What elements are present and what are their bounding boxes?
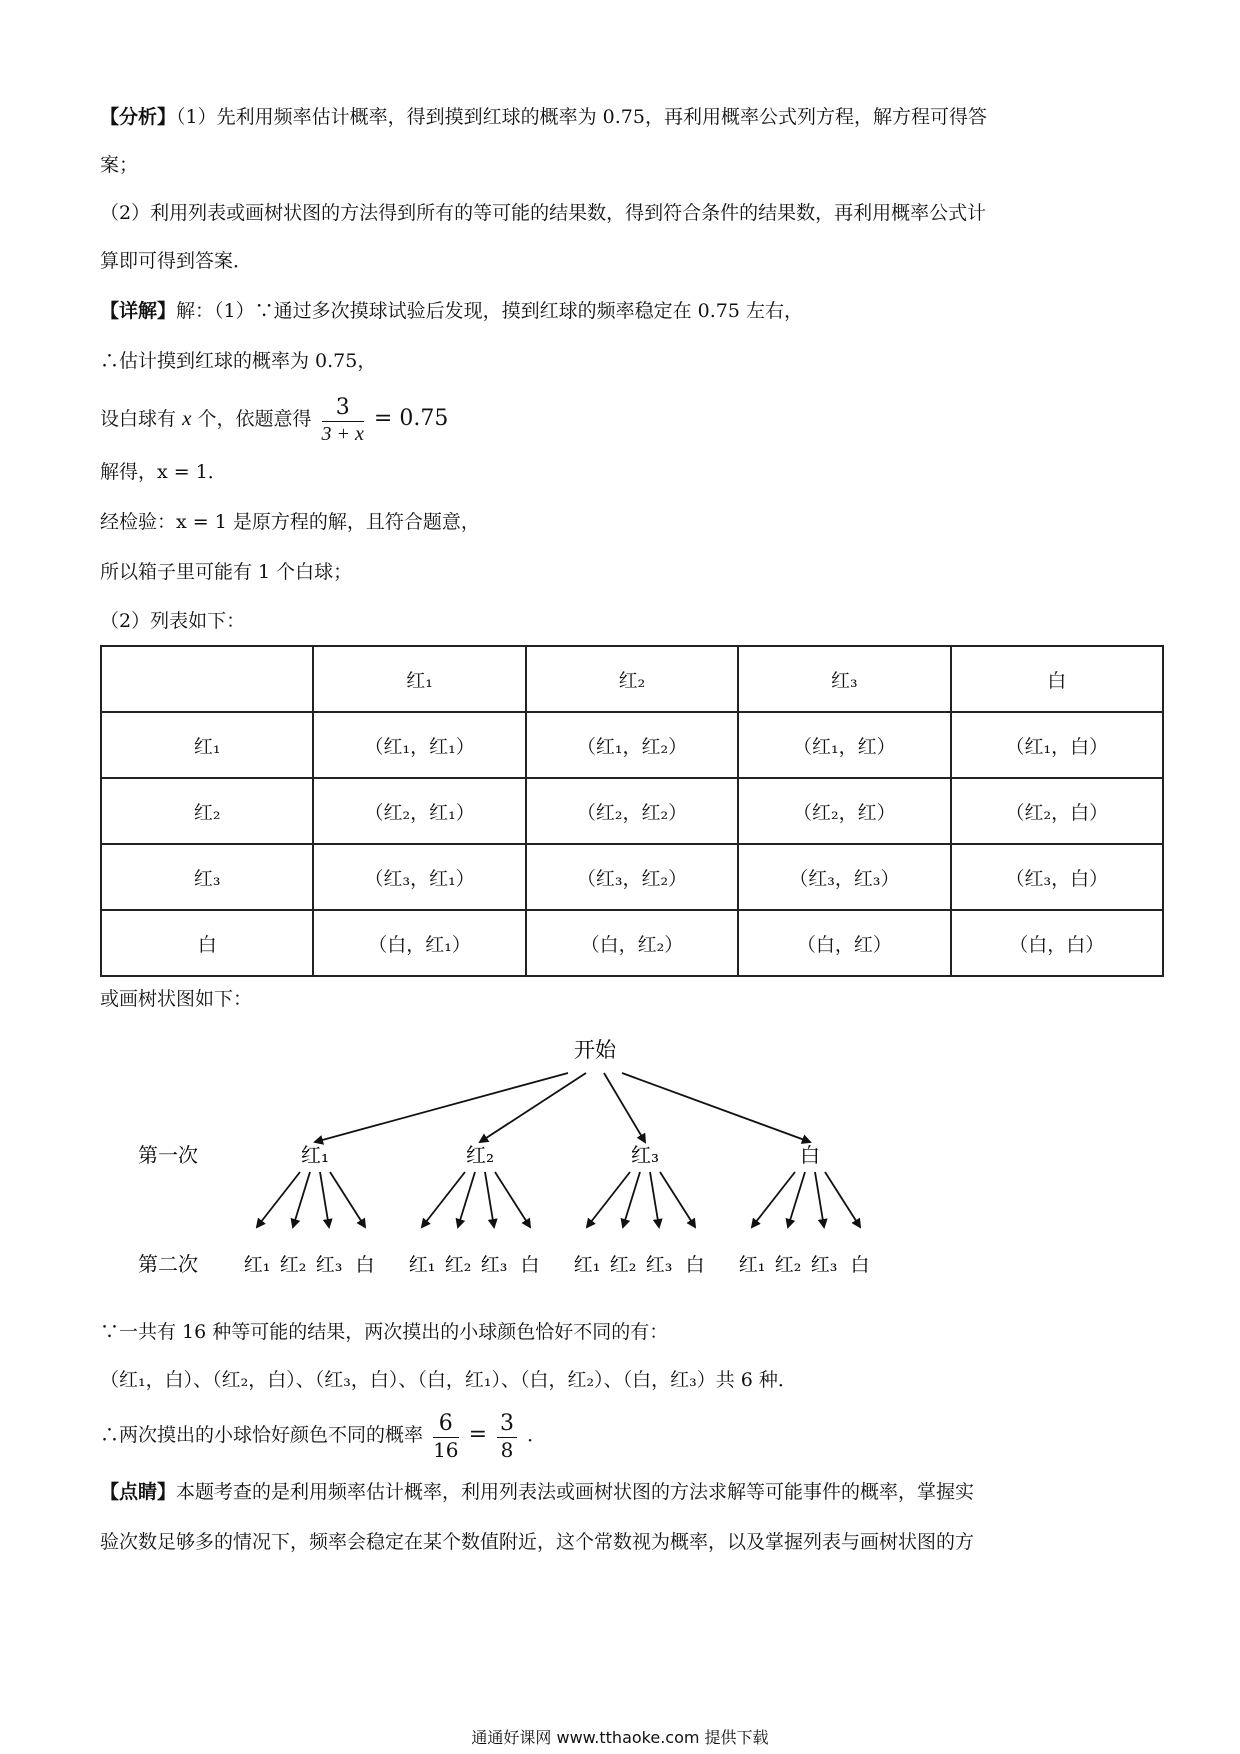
result-line-2: （红₁，白）、（红₂，白）、（红₃，白）、（白，红₁）、（白，红₂）、（白，红₃）共 6 种． bbox=[100, 1369, 797, 1391]
tree-root: 开始 bbox=[574, 1038, 616, 1062]
tree-edge-level1 bbox=[315, 1073, 568, 1142]
solution-line-4: 解得，x = 1． bbox=[100, 461, 227, 483]
tree-edge-level2 bbox=[825, 1172, 860, 1227]
table-cell: （白，红） bbox=[738, 910, 950, 976]
analysis-line-1 bbox=[100, 103, 987, 131]
tree-diagram bbox=[100, 1025, 1000, 1325]
solution-text-3a: 设白球有 bbox=[100, 408, 177, 430]
comment-label: 【点睛】 bbox=[100, 1481, 177, 1503]
tree-node-level2: 红₁ bbox=[738, 1254, 766, 1276]
solution-text-1: 解：（1）∵通过多次摸球试验后发现，摸到红球的频率稳定在 0.75 左右， bbox=[176, 300, 803, 322]
table-row bbox=[101, 910, 1163, 976]
tree-node-level2: 白 bbox=[355, 1254, 375, 1276]
tree-intro: 或画树状图如下： bbox=[100, 988, 253, 1010]
table-row bbox=[101, 712, 1163, 778]
fraction-1-denominator: 16 bbox=[433, 1437, 459, 1462]
outcome-table bbox=[100, 645, 1164, 977]
tree-edge-level1 bbox=[604, 1073, 645, 1142]
tree-edge-level2 bbox=[752, 1172, 795, 1227]
solution-line-6: 所以箱子里可能有 1 个白球； bbox=[100, 561, 353, 583]
table-cell: （红₃，红₂） bbox=[526, 844, 738, 910]
table-cell: （红₁，红₁） bbox=[313, 712, 525, 778]
solution-line-5: 经检验：x = 1 是原方程的解，且符合题意， bbox=[100, 511, 480, 533]
tree-node-level2: 红₂ bbox=[444, 1254, 472, 1276]
table-cell: （白，红₁） bbox=[313, 910, 525, 976]
equation-numerator: 3 bbox=[322, 397, 364, 422]
comment-line-1 bbox=[100, 1478, 974, 1506]
tree-nodes bbox=[244, 1143, 870, 1276]
solution-line-2: ∴估计摸到红球的概率为 0.75， bbox=[100, 350, 377, 372]
table-header-row bbox=[101, 646, 1163, 712]
result-line-1: ∵一共有 16 种等可能的结果，两次摸出的小球颜色恰好不同的有： bbox=[100, 1321, 669, 1343]
table-cell: （红₃，红₃） bbox=[738, 844, 950, 910]
tree-node-level2: 白 bbox=[520, 1254, 540, 1276]
equation-denominator: 3 + x bbox=[321, 422, 364, 445]
solution-line-1 bbox=[100, 297, 803, 325]
result-text-3: ∴两次摸出的小球恰好颜色不同的概率 bbox=[100, 1424, 424, 1446]
comment-line-2: 验次数足够多的情况下，频率会稳定在某个数值附近，这个常数视为概率，以及掌握列表与画树状图的方 bbox=[100, 1531, 975, 1553]
tree-edge-level2 bbox=[587, 1172, 630, 1227]
tree-level1-label: 第一次 bbox=[138, 1143, 198, 1167]
tree-node-level2: 红₃ bbox=[315, 1254, 343, 1276]
comment-text-1: 本题考查的是利用频率估计概率，利用列表法或画树状图的方法求解等可能事件的概率，掌握实 bbox=[176, 1481, 975, 1503]
fraction-2-numerator: 3 bbox=[497, 1413, 517, 1438]
solution-text-3b: 个，依题意得 bbox=[197, 408, 312, 430]
table-cell: （红₂，红） bbox=[738, 778, 950, 844]
table-row bbox=[101, 844, 1163, 910]
analysis-text-1: （1）先利用频率估计概率，得到摸到红球的概率为 0.75，再利用概率公式列方程，解方程可得答 bbox=[176, 106, 987, 128]
fraction-2-denominator: 8 bbox=[500, 1437, 514, 1462]
tree-node-level2: 红₃ bbox=[645, 1254, 673, 1276]
tree-edge-level2 bbox=[788, 1172, 805, 1227]
tree-edge-level2 bbox=[422, 1172, 465, 1227]
analysis-line-3: （2）利用列表或画树状图的方法得到所有的等可能的结果数，得到符合条件的结果数，再利用概率公式计 bbox=[100, 202, 987, 224]
table-header-cell: 红₂ bbox=[526, 646, 738, 712]
equation-fraction bbox=[321, 394, 364, 445]
result-line-3 bbox=[100, 1405, 546, 1465]
table-header-cell: 红₃ bbox=[738, 646, 950, 712]
table-cell: 红₃ bbox=[101, 844, 313, 910]
result-end: ． bbox=[527, 1424, 547, 1446]
table-cell: （红₂，红₂） bbox=[526, 778, 738, 844]
table-cell: 白 bbox=[101, 910, 313, 976]
variable-x: x bbox=[182, 406, 192, 430]
table-cell: （白，红₂） bbox=[526, 910, 738, 976]
table-cell: （红₁，红₂） bbox=[526, 712, 738, 778]
analysis-label: 【分析】 bbox=[100, 106, 177, 128]
table-row bbox=[101, 778, 1163, 844]
tree-node-level2: 红₃ bbox=[480, 1254, 508, 1276]
tree-node-level2: 红₃ bbox=[810, 1254, 838, 1276]
tree-edge-level2 bbox=[660, 1172, 695, 1227]
tree-node-level2: 红₂ bbox=[609, 1254, 637, 1276]
table-cell: （白，白） bbox=[951, 910, 1163, 976]
table-cell: （红₂，白） bbox=[951, 778, 1163, 844]
tree-edges bbox=[257, 1073, 860, 1227]
tree-edge-level1 bbox=[622, 1073, 810, 1142]
analysis-line-4: 算即可得到答案． bbox=[100, 250, 253, 272]
table-cell: （红₂，红₁） bbox=[313, 778, 525, 844]
tree-edge-level2 bbox=[495, 1172, 530, 1227]
tree-node-level1: 白 bbox=[800, 1143, 820, 1167]
tree-edge-level2 bbox=[293, 1172, 310, 1227]
tree-edge-level2 bbox=[815, 1172, 824, 1227]
tree-node-level2: 红₁ bbox=[243, 1254, 271, 1276]
tree-edge-level2 bbox=[623, 1172, 640, 1227]
probability-fraction-2 bbox=[497, 1410, 517, 1462]
tree-node-level2: 红₂ bbox=[774, 1254, 802, 1276]
solution-line-3 bbox=[100, 388, 448, 449]
table-header-cell: 白 bbox=[951, 646, 1163, 712]
tree-edge-level2 bbox=[458, 1172, 475, 1227]
table-cell: 红₂ bbox=[101, 778, 313, 844]
tree-node-level2: 白 bbox=[850, 1254, 870, 1276]
table-cell: （红₃，红₁） bbox=[313, 844, 525, 910]
table-cell: （红₁，白） bbox=[951, 712, 1163, 778]
equation-rhs: = 0.75 bbox=[373, 406, 449, 431]
fraction-1-numerator: 6 bbox=[433, 1413, 458, 1438]
tree-node-level1: 红₁ bbox=[300, 1143, 330, 1167]
tree-level2-label: 第二次 bbox=[138, 1252, 198, 1276]
table-header-cell bbox=[101, 646, 313, 712]
tree-node-level2: 红₂ bbox=[279, 1254, 307, 1276]
table-cell: （红₃，白） bbox=[951, 844, 1163, 910]
tree-edge-level2 bbox=[330, 1172, 365, 1227]
tree-edge-level2 bbox=[485, 1172, 494, 1227]
tree-node-level1: 红₃ bbox=[630, 1143, 660, 1167]
equals-sign: = bbox=[468, 1422, 487, 1447]
tree-edge-level2 bbox=[650, 1172, 659, 1227]
solution-line-7: （2）列表如下： bbox=[100, 610, 246, 632]
probability-fraction-1 bbox=[433, 1410, 459, 1462]
tree-node-level2: 红₁ bbox=[573, 1254, 601, 1276]
analysis-line-2: 案； bbox=[100, 154, 139, 176]
tree-node-level1: 红₂ bbox=[465, 1143, 495, 1167]
tree-edge-level2 bbox=[320, 1172, 329, 1227]
tree-node-level2: 白 bbox=[685, 1254, 705, 1276]
table-cell: 红₁ bbox=[101, 712, 313, 778]
solution-label: 【详解】 bbox=[100, 300, 177, 322]
table-header-cell: 红₁ bbox=[313, 646, 525, 712]
table-cell: （红₁，红） bbox=[738, 712, 950, 778]
page-footer: 通通好课网 www.tthaoke.com 提供下载 bbox=[471, 1728, 769, 1747]
tree-edge-level2 bbox=[257, 1172, 300, 1227]
tree-node-level2: 红₁ bbox=[408, 1254, 436, 1276]
